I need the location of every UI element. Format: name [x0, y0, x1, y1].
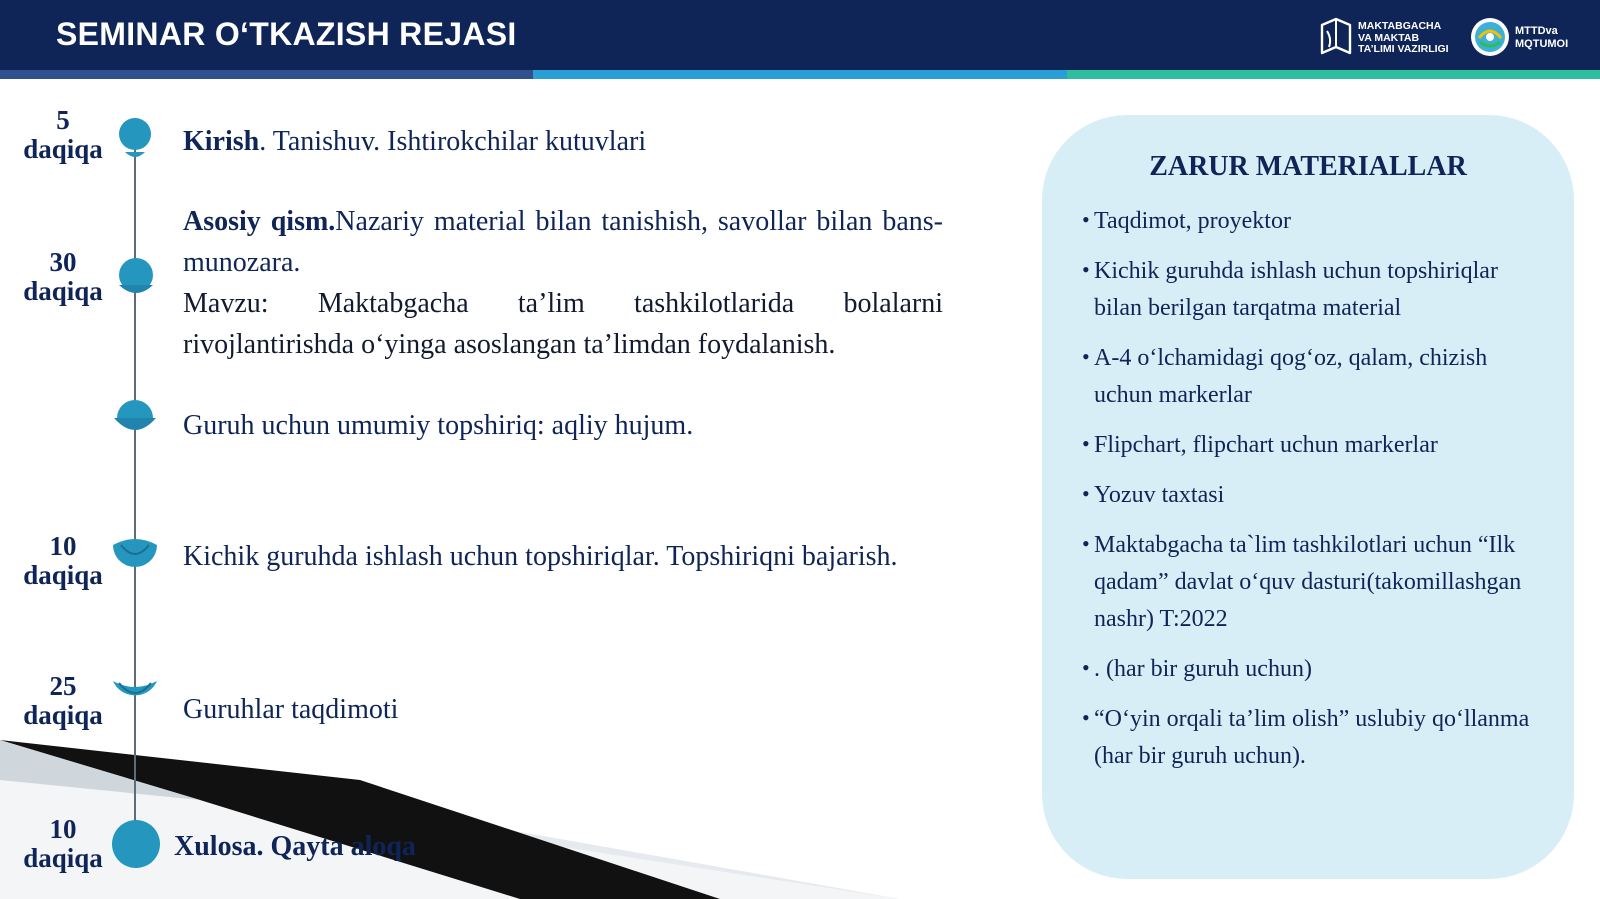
institute-logo-text — [1515, 25, 1568, 51]
timeline-node-2 — [118, 257, 154, 301]
agenda-item-text: Kichik guruhda ishlash uchun topshiriqlar. Topshiriqni bajarish. — [183, 541, 898, 572]
time-value: 10 — [49, 531, 77, 561]
time-unit: daqiqa — [23, 843, 103, 873]
time-value: 25 — [49, 671, 77, 701]
ministry-logo-line-2: VA MAKTAB — [1358, 31, 1420, 44]
ministry-logo-line-3: TA’LIMI VAZIRLIGI — [1358, 43, 1449, 55]
time-label-1 — [8, 106, 118, 164]
agenda-item-heading: Asosiy qism. — [183, 206, 336, 237]
time-label-4 — [8, 532, 118, 590]
time-value: 30 — [49, 247, 77, 277]
agenda-topic-text: Maktabgacha ta’lim tashkilotlarida bolalarni rivojlantirishda o‘yinga asoslangan ta’limdan foydalanish. — [183, 288, 944, 360]
agenda-item-small-group — [183, 536, 943, 577]
material-item: • Taqdimot, proyektor — [1082, 203, 1547, 240]
material-item: • Yozuv taxtasi — [1082, 477, 1547, 514]
time-label-6 — [8, 815, 118, 873]
header-bar — [0, 0, 1600, 70]
material-item: • Flipchart, flipchart uchun markerlar — [1082, 427, 1547, 464]
material-item: • Kichik guruhda ishlash uchun topshiriqlar bilan berilgan tarqatma material — [1082, 253, 1547, 327]
timeline-line — [134, 140, 136, 840]
material-item: • “O‘yin orqali ta’lim olish” uslubiy qo‘llanma (har bir guruh uchun). — [1082, 701, 1547, 775]
agenda-topic — [183, 283, 943, 365]
material-item: • Maktabgacha ta`lim tashkilotlari uchun “Ilk qadam” davlat o‘quv dasturi(takomillashgan nashr) T:2022 — [1082, 527, 1547, 638]
time-unit: daqiqa — [23, 134, 103, 164]
agenda-item-heading: Kirish — [183, 126, 260, 157]
agenda-item-conclusion — [174, 826, 934, 867]
institute-logo-line-1: MTTDva — [1515, 25, 1558, 37]
material-item: • . (har bir guruh uchun) — [1082, 651, 1547, 688]
agenda-topic-label: Mavzu: — [183, 288, 269, 319]
header-stripe-1 — [0, 70, 533, 79]
ministry-logo — [1318, 17, 1458, 57]
time-unit: daqiqa — [23, 560, 103, 590]
agenda-item-text: Guruhlar taqdimoti — [183, 694, 399, 725]
timeline-node-1 — [119, 118, 151, 162]
timeline-node-5 — [111, 677, 159, 725]
institute-logo — [1471, 17, 1591, 57]
agenda-item-text: Nazariy material bilan tanishish, savollar bilan bans-munozara. — [183, 206, 943, 278]
agenda-item-intro — [183, 121, 943, 162]
timeline-node-4 — [111, 535, 159, 583]
materials-title: ZARUR MATERIALLAR — [1149, 151, 1467, 182]
materials-panel — [1042, 115, 1574, 879]
book-icon — [1318, 17, 1354, 57]
material-item: • A-4 o‘lchamidagi qog‘oz, qalam, chizish uchun markerlar — [1082, 340, 1547, 414]
header-stripe-2 — [533, 70, 1067, 79]
time-value: 10 — [49, 814, 77, 844]
time-value: 5 — [56, 105, 70, 135]
ministry-logo-text — [1358, 21, 1449, 56]
time-label-2 — [8, 248, 118, 306]
institute-logo-line-2: MQTUMOI — [1515, 38, 1569, 50]
agenda-item-text: Guruh uchun umumiy topshiriq: aqliy hujum. — [183, 410, 694, 441]
emblem-icon — [1471, 18, 1509, 56]
time-label-5 — [8, 672, 118, 730]
slide-title: SEMINAR O‘TKAZISH REJASI — [56, 16, 517, 52]
agenda-item-text: . Qayta aloqa — [256, 831, 416, 862]
ministry-logo-line-1: MAKTABGACHA — [1358, 20, 1442, 32]
materials-list — [1082, 203, 1547, 788]
timeline-node-6 — [111, 819, 161, 869]
header-stripe-3 — [1067, 70, 1600, 79]
agenda-item-brainstorm — [183, 405, 943, 446]
agenda-item-heading: Xulosa — [174, 831, 257, 862]
institute-logo-emblem — [1471, 18, 1509, 56]
agenda-item-presentations — [183, 689, 943, 730]
time-unit: daqiqa — [23, 276, 103, 306]
timeline-node-3 — [114, 398, 156, 440]
agenda-item-text: . Tanishuv. Ishtirokchilar kutuvlari — [259, 126, 647, 157]
time-unit: daqiqa — [23, 700, 103, 730]
agenda-item-main — [183, 201, 943, 365]
